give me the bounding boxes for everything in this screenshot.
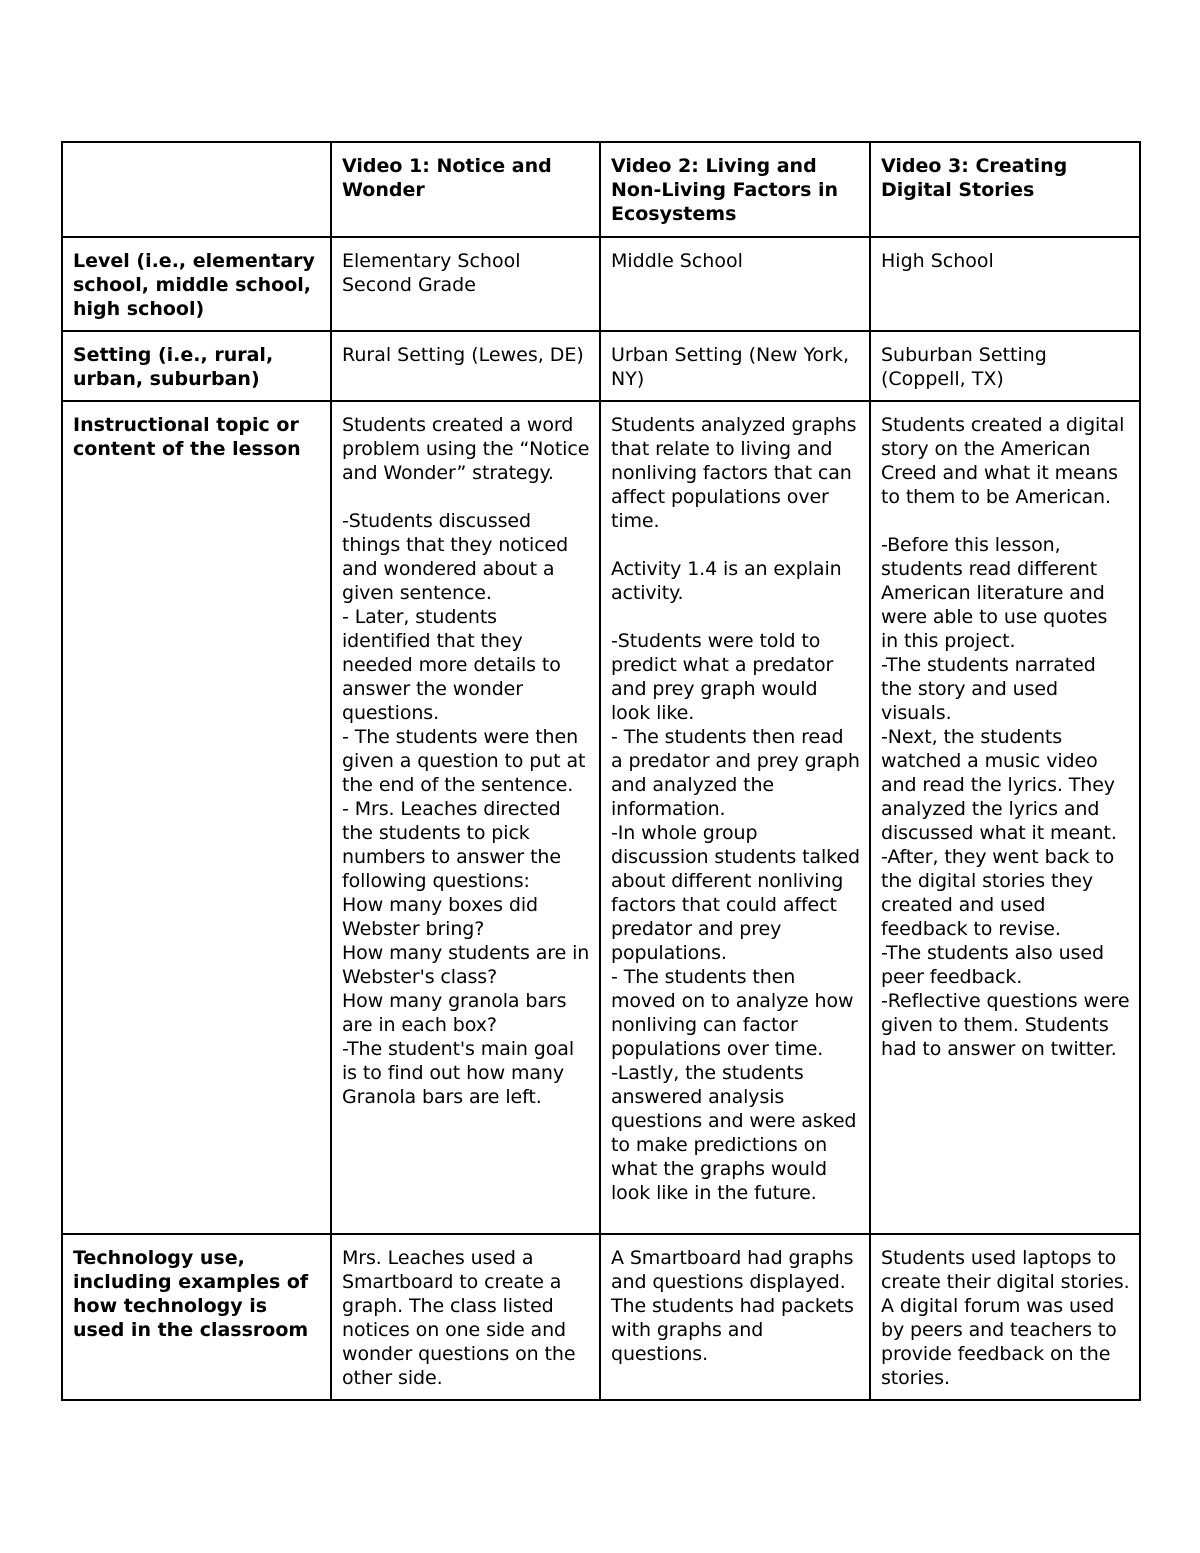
cell-topic-video-3: Students created a digital story on the American Creed and what it means to them to be American. -Before this lesson, students read different American literature and were able to use quotes in this project. -The students narrated the story and used visuals. -Next, the students watched a music video and read the lyrics. They analyzed the lyrics and discussed what it meant. -After, they went back to the digital stories they created and used feedback to revise. -The students also used peer feedback. -Reflective questions were given to them. Students had to answer on twitter. <box>870 401 1140 1234</box>
header-video-2: Video 2: Living and Non-Living Factors in Ecosystems <box>600 142 870 237</box>
cell-setting-video-3: Suburban Setting (Coppell, TX) <box>870 331 1140 401</box>
row-label-level: Level (i.e., elementary school, middle school, high school) <box>62 237 331 331</box>
table-row-technology <box>62 1234 1140 1400</box>
cell-setting-video-2: Urban Setting (New York, NY) <box>600 331 870 401</box>
cell-level-video-3: High School <box>870 237 1140 331</box>
cell-setting-video-1: Rural Setting (Lewes, DE) <box>331 331 600 401</box>
cell-technology-video-3: Students used laptops to create their digital stories. A digital forum was used by peers and teachers to provide feedback on the stories. <box>870 1234 1140 1400</box>
header-cell-empty <box>62 142 331 237</box>
table-row-topic <box>62 401 1140 1234</box>
cell-topic-video-2: Students analyzed graphs that relate to living and nonliving factors that can affect populations over time. Activity 1.4 is an explain activity. -Students were told to predict what a predator and prey graph would look like. - The students then read a predator and prey graph and analyzed the information. -In whole group discussion students talked about different nonliving factors that could affect predator and prey populations. - The students then moved on to analyze how nonliving can factor populations over time. -Lastly, the students answered analysis questions and were asked to make predictions on what the graphs would look like in the future. <box>600 401 870 1234</box>
comparison-table <box>61 141 1141 1401</box>
header-video-3: Video 3: Creating Digital Stories <box>870 142 1140 237</box>
row-label-topic: Instructional topic or content of the lesson <box>62 401 331 1234</box>
cell-level-video-1: Elementary School Second Grade <box>331 237 600 331</box>
header-row <box>62 142 1140 237</box>
cell-topic-video-1: Students created a word problem using the “Notice and Wonder” strategy. -Students discussed things that they noticed and wondered about a given sentence. - Later, students identified that they needed more details to answer the wonder questions. - The students were then given a question to put at the end of the sentence. - Mrs. Leaches directed the students to pick numbers to answer the following questions: How many boxes did Webster bring? How many students are in Webster's class? How many granola bars are in each box? -The student's main goal is to find out how many Granola bars are left. <box>331 401 600 1234</box>
cell-level-video-2: Middle School <box>600 237 870 331</box>
row-label-setting: Setting (i.e., rural, urban, suburban) <box>62 331 331 401</box>
table-row-setting <box>62 331 1140 401</box>
cell-technology-video-2: A Smartboard had graphs and questions displayed. The students had packets with graphs and questions. <box>600 1234 870 1400</box>
row-label-technology: Technology use, including examples of how technology is used in the classroom <box>62 1234 331 1400</box>
header-video-1: Video 1: Notice and Wonder <box>331 142 600 237</box>
cell-technology-video-1: Mrs. Leaches used a Smartboard to create a graph. The class listed notices on one side and wonder questions on the other side. <box>331 1234 600 1400</box>
table-row-level <box>62 237 1140 331</box>
